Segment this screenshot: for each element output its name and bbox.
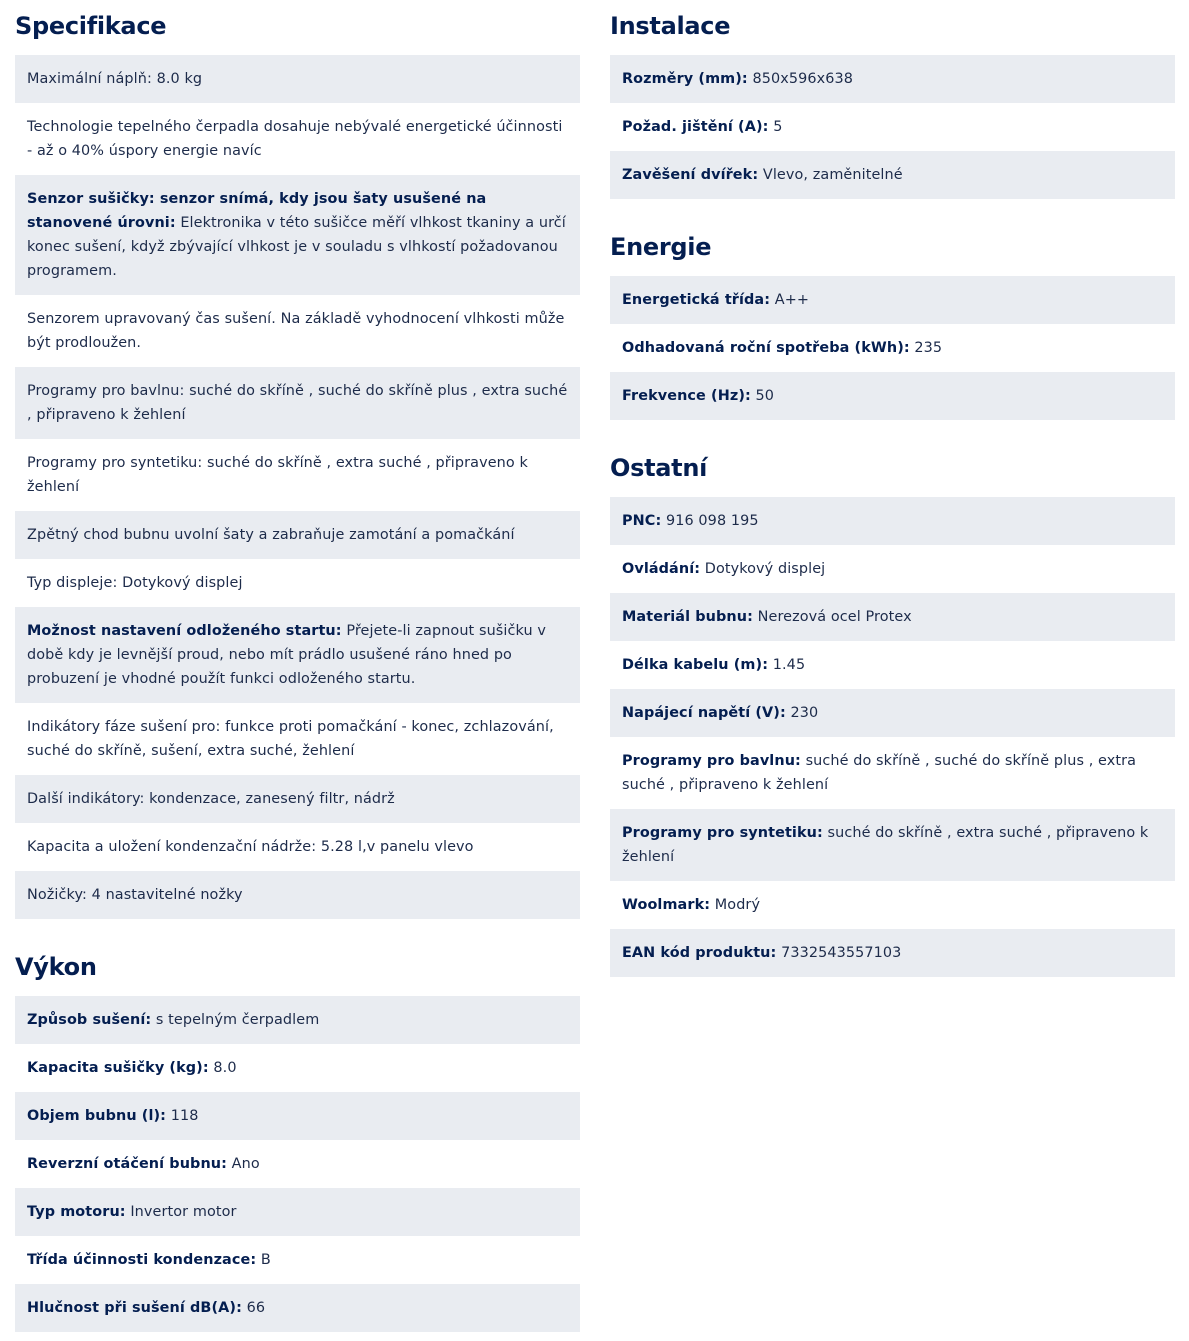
spec-value: Nerezová ocel Protex [752, 609, 912, 625]
spec-row [610, 497, 1175, 545]
spec-label: Rozměry (mm): [622, 71, 748, 87]
spec-value: 7332543557103 [776, 945, 902, 961]
section-gap [610, 199, 1175, 221]
spec-row [15, 103, 580, 175]
spec-row [15, 871, 580, 919]
spec-value: Další indikátory: kondenzace, zanesený filtr, nádrž [27, 791, 395, 807]
spec-list-instalace [610, 55, 1175, 199]
spec-row [610, 372, 1175, 420]
spec-value: Přejete-li zapnout sušičku v době kdy je levnější proud, nebo mít prádlo usušené ráno hned po probuzení je vhodné použít funkci odloženého startu. [27, 623, 547, 687]
spec-value: Indikátory fáze sušení pro: funkce proti pomačkání - konec, zchlazování, suché do skříně, sušení, extra suché, žehlení [27, 719, 554, 759]
spec-label: Objem bubnu (l): [27, 1108, 167, 1124]
spec-row [610, 103, 1175, 151]
spec-value: Programy pro syntetiku: suché do skříně , extra suché , připraveno k žehlení [27, 455, 528, 495]
spec-value: Ano [227, 1156, 260, 1172]
section-title-energie: Energie [610, 233, 712, 261]
spec-label: Třída účinnosti kondenzace: [27, 1252, 257, 1268]
spec-value: 66 [241, 1300, 266, 1316]
spec-value: Senzorem upravovaný čas sušení. Na základě vyhodnocení vlhkosti může být prodloužen. [27, 311, 565, 351]
spec-row [15, 295, 580, 367]
spec-value: Dotykový displej [700, 561, 826, 577]
spec-value: 850x596x638 [747, 71, 854, 87]
spec-label: Zavěšení dvířek: [622, 167, 759, 183]
section-title-ostatni: Ostatní [610, 454, 708, 482]
spec-label: Senzor sušičky: senzor snímá, kdy jsou šaty usušené na stanovené úrovni: [27, 191, 487, 231]
spec-row [15, 559, 580, 607]
spec-value: Zpětný chod bubnu uvolní šaty a zabraňuje zamotání a pomačkání [27, 527, 515, 543]
spec-label: Délka kabelu (m): [622, 657, 769, 673]
spec-list-specifikace [15, 55, 580, 919]
spec-row [15, 1236, 580, 1284]
spec-value: Technologie tepelného čerpadla dosahuje nebývalé energetické účinnosti - až o 40% úspory energie navíc [27, 119, 563, 159]
spec-value: s tepelným čerpadlem [151, 1012, 320, 1028]
spec-row [15, 1092, 580, 1140]
spec-row [15, 1188, 580, 1236]
spec-label: Napájecí napětí (V): [622, 705, 786, 721]
spec-row [15, 55, 580, 103]
spec-label: Energetická třída: [622, 292, 771, 308]
left-column [15, 0, 580, 1332]
spec-row [15, 823, 580, 871]
spec-value: 230 [785, 705, 819, 721]
section-title-instalace: Instalace [610, 12, 731, 40]
spec-value: 916 098 195 [661, 513, 759, 529]
spec-row [610, 929, 1175, 977]
spec-value: A++ [770, 292, 810, 308]
spec-value: Modrý [710, 897, 761, 913]
spec-value: Invertor motor [125, 1204, 237, 1220]
spec-row [15, 367, 580, 439]
spec-list-energie [610, 276, 1175, 420]
spec-value: 50 [750, 388, 775, 404]
spec-label: Woolmark: [622, 897, 711, 913]
spec-row [610, 737, 1175, 809]
spec-label: Programy pro bavlnu: [622, 753, 801, 769]
spec-label: Reverzní otáčení bubnu: [27, 1156, 227, 1172]
spec-row [610, 593, 1175, 641]
spec-row [610, 809, 1175, 881]
spec-row [15, 439, 580, 511]
spec-row [15, 1140, 580, 1188]
spec-row [610, 151, 1175, 199]
spec-value: 118 [166, 1108, 199, 1124]
section-gap [610, 420, 1175, 442]
section-title-vykon: Výkon [15, 953, 97, 981]
spec-row [610, 881, 1175, 929]
spec-value: Elektronika v této sušičce měří vlhkost tkaniny a určí konec sušení, když zbývající vlhkost je v souladu s vlhkostí požadovanou programem. [27, 215, 566, 279]
spec-value: 5 [768, 119, 783, 135]
spec-label: Frekvence (Hz): [622, 388, 751, 404]
spec-label: Hlučnost při sušení dB(A): [27, 1300, 242, 1316]
spec-label: PNC: [622, 513, 662, 529]
spec-value: B [256, 1252, 271, 1268]
spec-value: 8.0 [208, 1060, 237, 1076]
spec-list-vykon [15, 996, 580, 1332]
spec-value: Vlevo, zaměnitelné [758, 167, 903, 183]
spec-value: Programy pro bavlnu: suché do skříně , suché do skříně plus , extra suché , připraveno k žehlení [27, 383, 568, 423]
spec-value: 1.45 [768, 657, 806, 673]
spec-value: Maximální náplň: 8.0 kg [27, 71, 203, 87]
spec-value: Kapacita a uložení kondenzační nádrže: 5.28 l,v panelu vlevo [27, 839, 474, 855]
spec-row [15, 703, 580, 775]
spec-row [15, 996, 580, 1044]
spec-value: 235 [909, 340, 943, 356]
spec-row [15, 607, 580, 703]
spec-label: Způsob sušení: [27, 1012, 152, 1028]
spec-value: suché do skříně , extra suché , připraveno k žehlení [622, 825, 1149, 865]
spec-label: Ovládání: [622, 561, 701, 577]
spec-label: Typ motoru: [27, 1204, 126, 1220]
spec-label: Možnost nastavení odloženého startu: [27, 623, 342, 639]
section-gap [15, 919, 580, 941]
spec-label: Programy pro syntetiku: [622, 825, 823, 841]
spec-list-ostatni [610, 497, 1175, 977]
spec-row [15, 1044, 580, 1092]
spec-row [15, 775, 580, 823]
spec-row [610, 324, 1175, 372]
spec-value: Typ displeje: Dotykový displej [27, 575, 243, 591]
spec-label: Kapacita sušičky (kg): [27, 1060, 209, 1076]
right-column [610, 0, 1175, 977]
spec-row [15, 175, 580, 295]
spec-value: suché do skříně , suché do skříně plus , extra suché , připraveno k žehlení [622, 753, 1137, 793]
section-title-specifikace: Specifikace [15, 12, 167, 40]
spec-value: Nožičky: 4 nastavitelné nožky [27, 887, 243, 903]
spec-row [15, 1284, 580, 1332]
spec-row [610, 689, 1175, 737]
spec-label: Materiál bubnu: [622, 609, 753, 625]
spec-label: Požad. jištění (A): [622, 119, 769, 135]
spec-row [610, 545, 1175, 593]
spec-row [610, 276, 1175, 324]
spec-label: EAN kód produktu: [622, 945, 777, 961]
spec-label: Odhadovaná roční spotřeba (kWh): [622, 340, 910, 356]
spec-row [15, 511, 580, 559]
spec-row [610, 641, 1175, 689]
spec-row [610, 55, 1175, 103]
